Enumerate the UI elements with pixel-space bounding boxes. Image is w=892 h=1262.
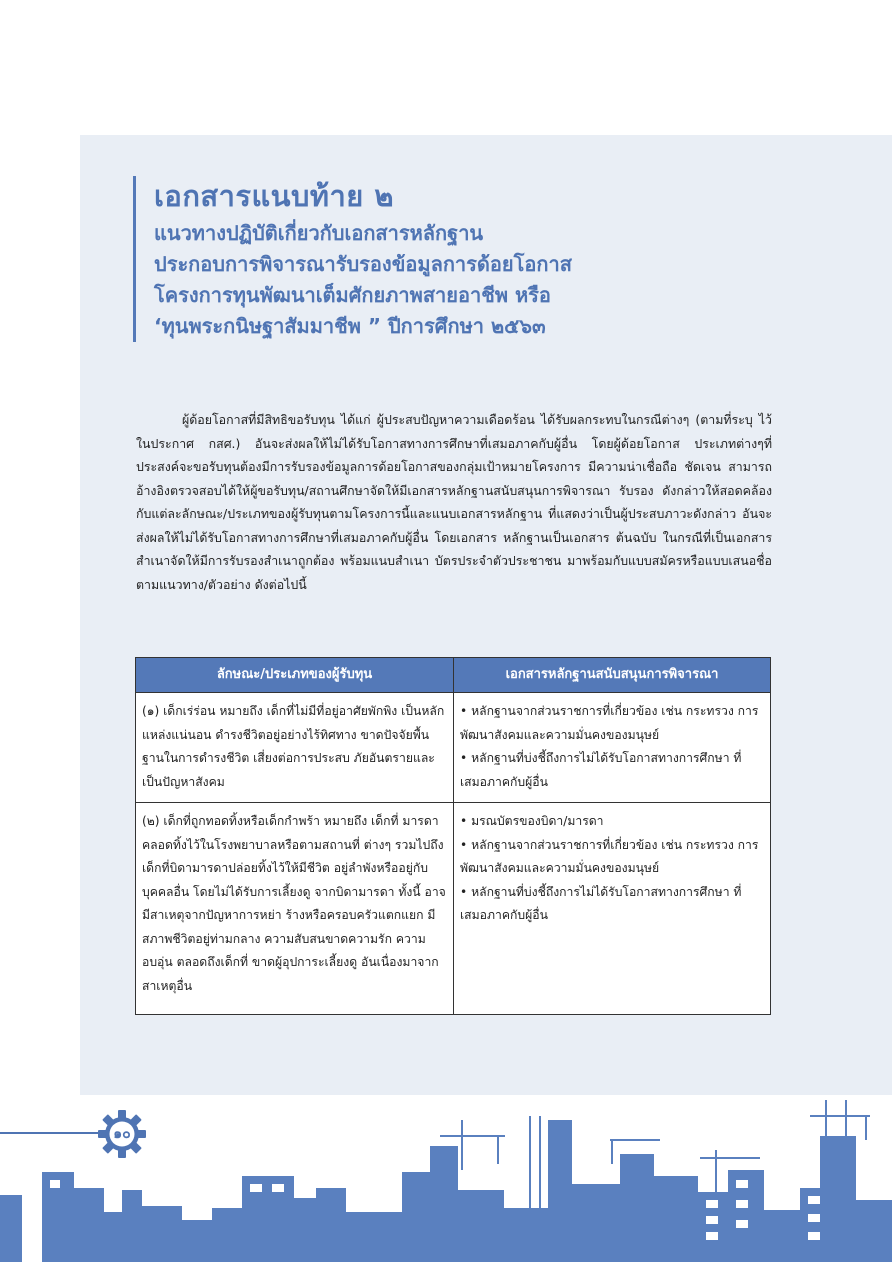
evidence-item: • หลักฐานจากส่วนราชการที่เกี่ยวข้อง เช่น กระทรวง การพัฒนาสังคมและความมั่นคงของมนุษย์	[460, 704, 759, 742]
row-1-evidence	[454, 693, 771, 803]
evidence-table	[135, 657, 771, 1015]
subtitle-line-3: โครงการทุนพัฒนาเต็มศักยภาพสายอาชีพ หรือ	[154, 283, 551, 307]
table-row	[136, 693, 771, 803]
title-block	[133, 176, 794, 342]
evidence-item: • หลักฐานที่บ่งชี้ถึงการไม่ได้รับโอกาสทางการศึกษา ที่เสมอภาคกับผู้อื่น	[460, 884, 742, 922]
evidence-item: • หลักฐานที่บ่งชี้ถึงการไม่ได้รับโอกาสทางการศึกษา ที่เสมอภาคกับผู้อื่น	[460, 751, 742, 789]
intro-paragraph: ผู้ด้อยโอกาสที่มีสิทธิขอรับทุน ได้แก่ ผู้ประสบปัญหาความเดือดร้อน ได้รับผลกระทบในกรณีต่างๆ (ตามที่ระบุ ไว้ในประกาศ กสศ.) อันจะส่งผลให้ไม่ได้รับโอกาสทางการศึกษาที่เสมอภาคกับผู้อื่น โดยผู้ด้อยโอกาส ประเภทต่างๆที่ ประสงค์จะขอรับทุนต้องมีการรับรองข้อมูลการด้อยโอกาสของกลุ่มเป้าหมายโครงการ มีความน่าเชื่อถือ ชัดเจน สามารถอ้างอิงตรวจสอบได้ให้ผู้ขอรับทุน/สถานศึกษาจัดให้มีเอกสารหลักฐานสนับสนุนการพิจารณา รับรอง ดังกล่าวให้สอดคล้องกับแต่ละลักษณะ/ประเภทของผู้รับทุนตามโครงการนี้และแนบเอกสารหลักฐาน ที่แสดงว่าเป็นผู้ประสบภาวะดังกล่าว อันจะส่งผลให้ไม่ได้รับโอกาสทางการศึกษาที่เสมอภาคกับผู้อื่น โดยเอกสาร หลักฐานเป็นเอกสาร ต้นฉบับ ในกรณีที่เป็นเอกสารสำเนาจัดให้มีการรับรองสำเนาถูกต้อง พร้อมแนบสำเนา บัตรประจำตัวประชาชน มาพร้อมกับแบบสมัครหรือแบบเสนอชื่อ ตามแนวทาง/ตัวอย่าง ดังต่อไปนี้	[136, 412, 772, 592]
page-title: เอกสารแนบท้าย ๒	[154, 179, 394, 213]
row-2-evidence	[454, 803, 771, 1015]
table-header-evidence: เอกสารหลักฐานสนับสนุนการพิจารณา	[454, 658, 771, 693]
subtitle-line-4: ‘ทุนพระกนิษฐาสัมมาชีพ ” ปีการศึกษา ๒๕๖๓	[154, 314, 546, 338]
city-skyline-illustration	[0, 1080, 892, 1262]
evidence-item: • หลักฐานจากส่วนราชการที่เกี่ยวข้อง เช่น กระทรวง การพัฒนาสังคมและความมั่นคงของมนุษย์	[460, 837, 759, 875]
table-header-type: ลักษณะ/ประเภทของผู้รับทุน	[136, 658, 454, 693]
subtitle-line-2: ประกอบการพิจารณารับรองข้อมูลการด้อยโอกาส	[154, 252, 572, 276]
row-2-type: (๒) เด็กที่ถูกทอดทิ้งหรือเด็กกำพร้า หมายถึง เด็กที่ มารดาคลอดทิ้งไว้ในโรงพยาบาลหรือตามสถานที่ ต่างๆ รวมไปถึงเด็กที่บิดามารดาปล่อยทิ้งไว้ให้มีชีวิต อยู่ลำพังหรืออยู่กับบุคคลอื่น โดยไม่ได้รับการเลี้ยงดู จากบิดามารดา ทั้งนี้ อาจมีสาเหตุจากปัญหาการหย่า ร้างหรือครอบครัวแตกแยก มีสภาพชีวิตอยู่ท่ามกลาง ความสับสนขาดความรัก ความอบอุ่น ตลอดถึงเด็กที่ ขาดผู้อุปการะเลี้ยงดู อันเนื่องมาจากสาเหตุอื่น	[136, 803, 454, 1015]
evidence-item: • มรณบัตรของบิดา/มารดา	[460, 814, 604, 828]
table-header-row	[136, 658, 771, 693]
page-number: ๑๐	[113, 1126, 131, 1142]
table-row	[136, 803, 771, 1015]
row-1-type: (๑) เด็กเร่ร่อน หมายถึง เด็กที่ไม่มีที่อยู่อาศัยพักพิง เป็นหลักแหล่งแน่นอน ดำรงชีวิตอยู่อย่างไร้ทิศทาง ขาดปัจจัยพื้นฐานในการดำรงชีวิต เสี่ยงต่อการประสบ ภัยอันตรายและเป็นปัญหาสังคม	[136, 693, 454, 803]
subtitle-line-1: แนวทางปฏิบัติเกี่ยวกับเอกสารหลักฐาน	[154, 221, 484, 245]
